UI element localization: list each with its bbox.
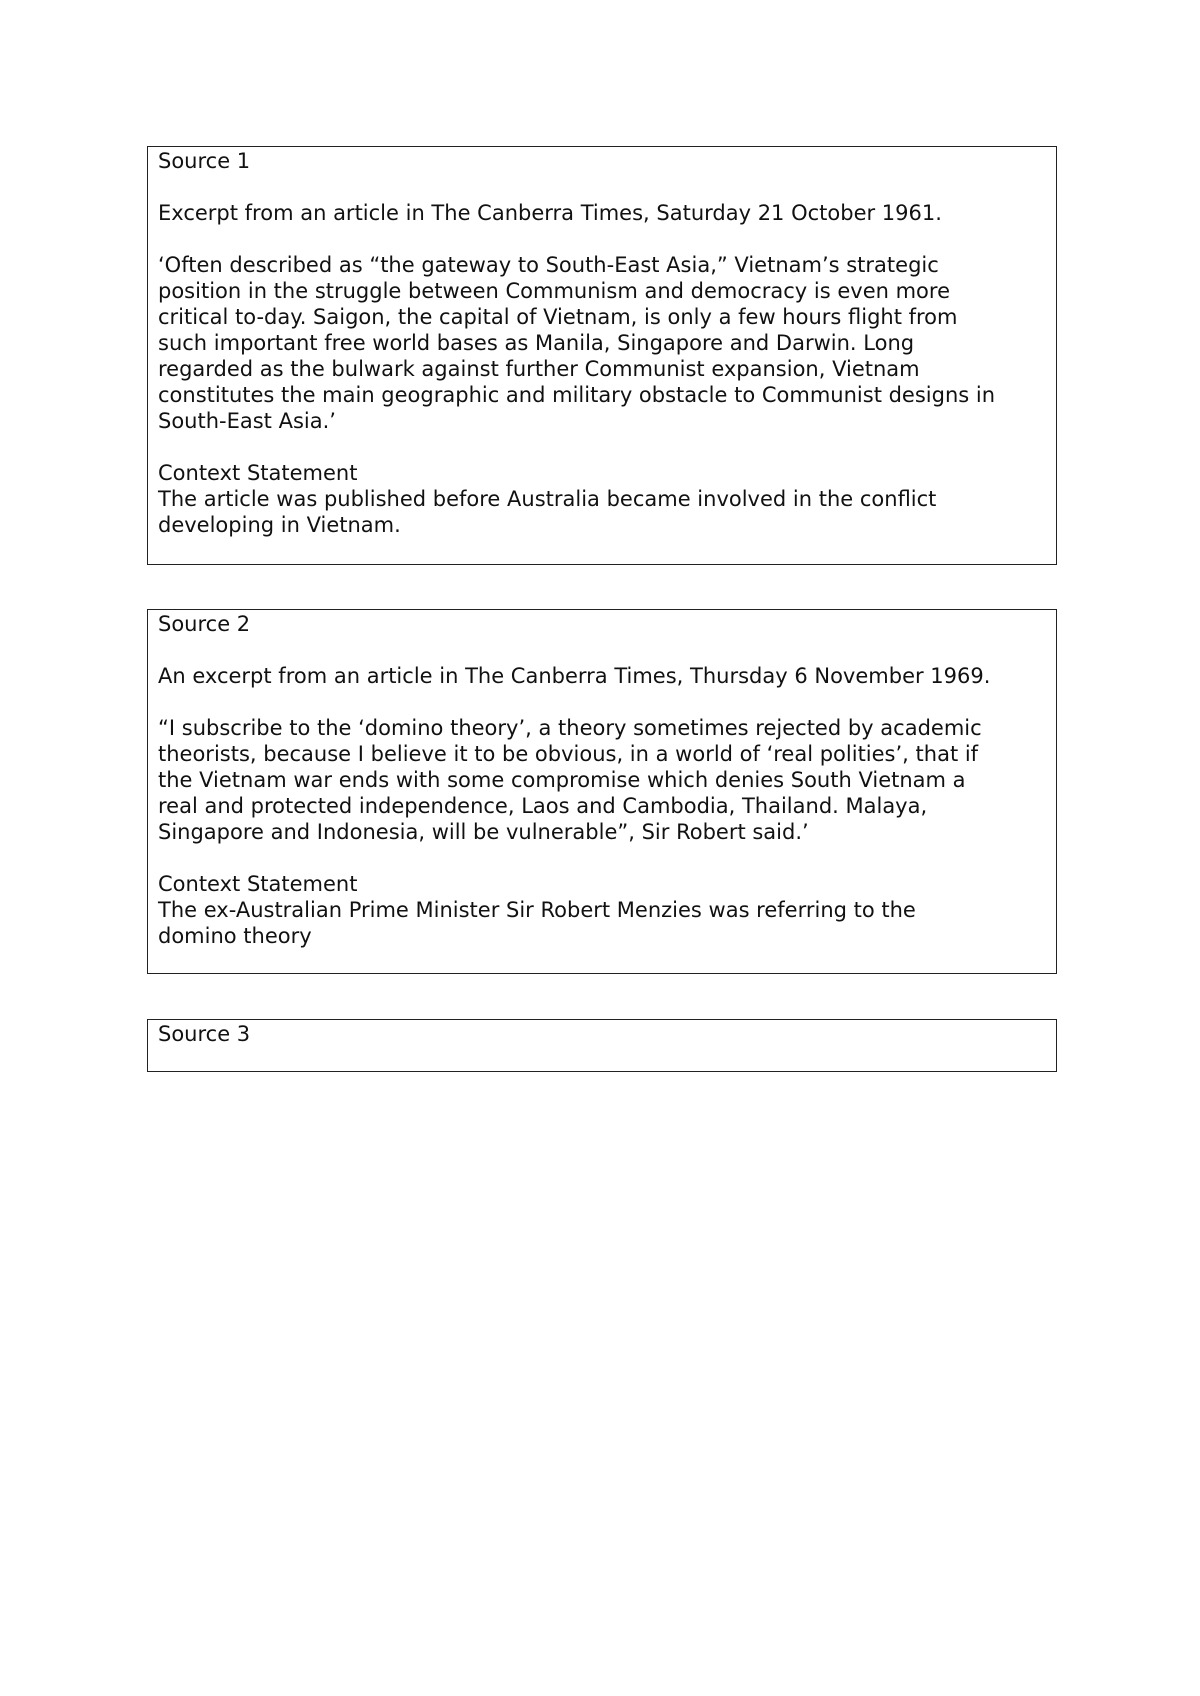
source-2-quote	[158, 715, 1046, 845]
quote-line: critical to-day. Saigon, the capital of Vietnam, is only a few hours flight from	[158, 305, 958, 329]
quote-line: theorists, because I believe it to be obvious, in a world of ‘real polities’, that if	[158, 742, 979, 766]
spacer	[158, 637, 1046, 663]
source-2-context-heading: Context Statement	[158, 872, 358, 896]
source-1-citation: Excerpt from an article in The Canberra Times, Saturday 21 October 1961.	[158, 201, 942, 225]
spacer	[158, 845, 1046, 871]
quote-line: constitutes the main geographic and military obstacle to Communist designs in	[158, 383, 996, 407]
spacer	[158, 174, 1046, 200]
quote-line: regarded as the bulwark against further Communist expansion, Vietnam	[158, 357, 920, 381]
quote-line: ‘Often described as “the gateway to South-East Asia,” Vietnam’s strategic	[158, 253, 939, 277]
source-1-context	[158, 486, 1046, 538]
quote-line: real and protected independence, Laos and Cambodia, Thailand. Malaya,	[158, 794, 928, 818]
context-line: developing in Vietnam.	[158, 513, 401, 537]
context-line: domino theory	[158, 924, 312, 948]
source-1-box	[147, 146, 1057, 565]
quote-line: South-East Asia.’	[158, 409, 336, 433]
source-1-heading: Source 1	[158, 149, 251, 173]
spacer	[158, 226, 1046, 252]
quote-line: position in the struggle between Communism and democracy is even more	[158, 279, 950, 303]
source-2-box	[147, 609, 1057, 974]
quote-line: Singapore and Indonesia, will be vulnerable”, Sir Robert said.’	[158, 820, 809, 844]
source-2-heading: Source 2	[158, 612, 251, 636]
source-3-heading: Source 3	[158, 1022, 251, 1046]
quote-line: the Vietnam war ends with some compromise which denies South Vietnam a	[158, 768, 966, 792]
spacer	[158, 434, 1046, 460]
source-3-box	[147, 1019, 1057, 1072]
quote-line: “I subscribe to the ‘domino theory’, a theory sometimes rejected by academic	[158, 716, 982, 740]
context-line: The article was published before Australia became involved in the conflict	[158, 487, 937, 511]
source-1-quote	[158, 252, 1046, 434]
quote-line: such important free world bases as Manila, Singapore and Darwin. Long	[158, 331, 915, 355]
context-line: The ex-Australian Prime Minister Sir Robert Menzies was referring to the	[158, 898, 916, 922]
source-1-context-heading: Context Statement	[158, 461, 358, 485]
source-2-citation: An excerpt from an article in The Canberra Times, Thursday 6 November 1969.	[158, 664, 991, 688]
source-2-context	[158, 897, 1046, 949]
spacer	[158, 689, 1046, 715]
